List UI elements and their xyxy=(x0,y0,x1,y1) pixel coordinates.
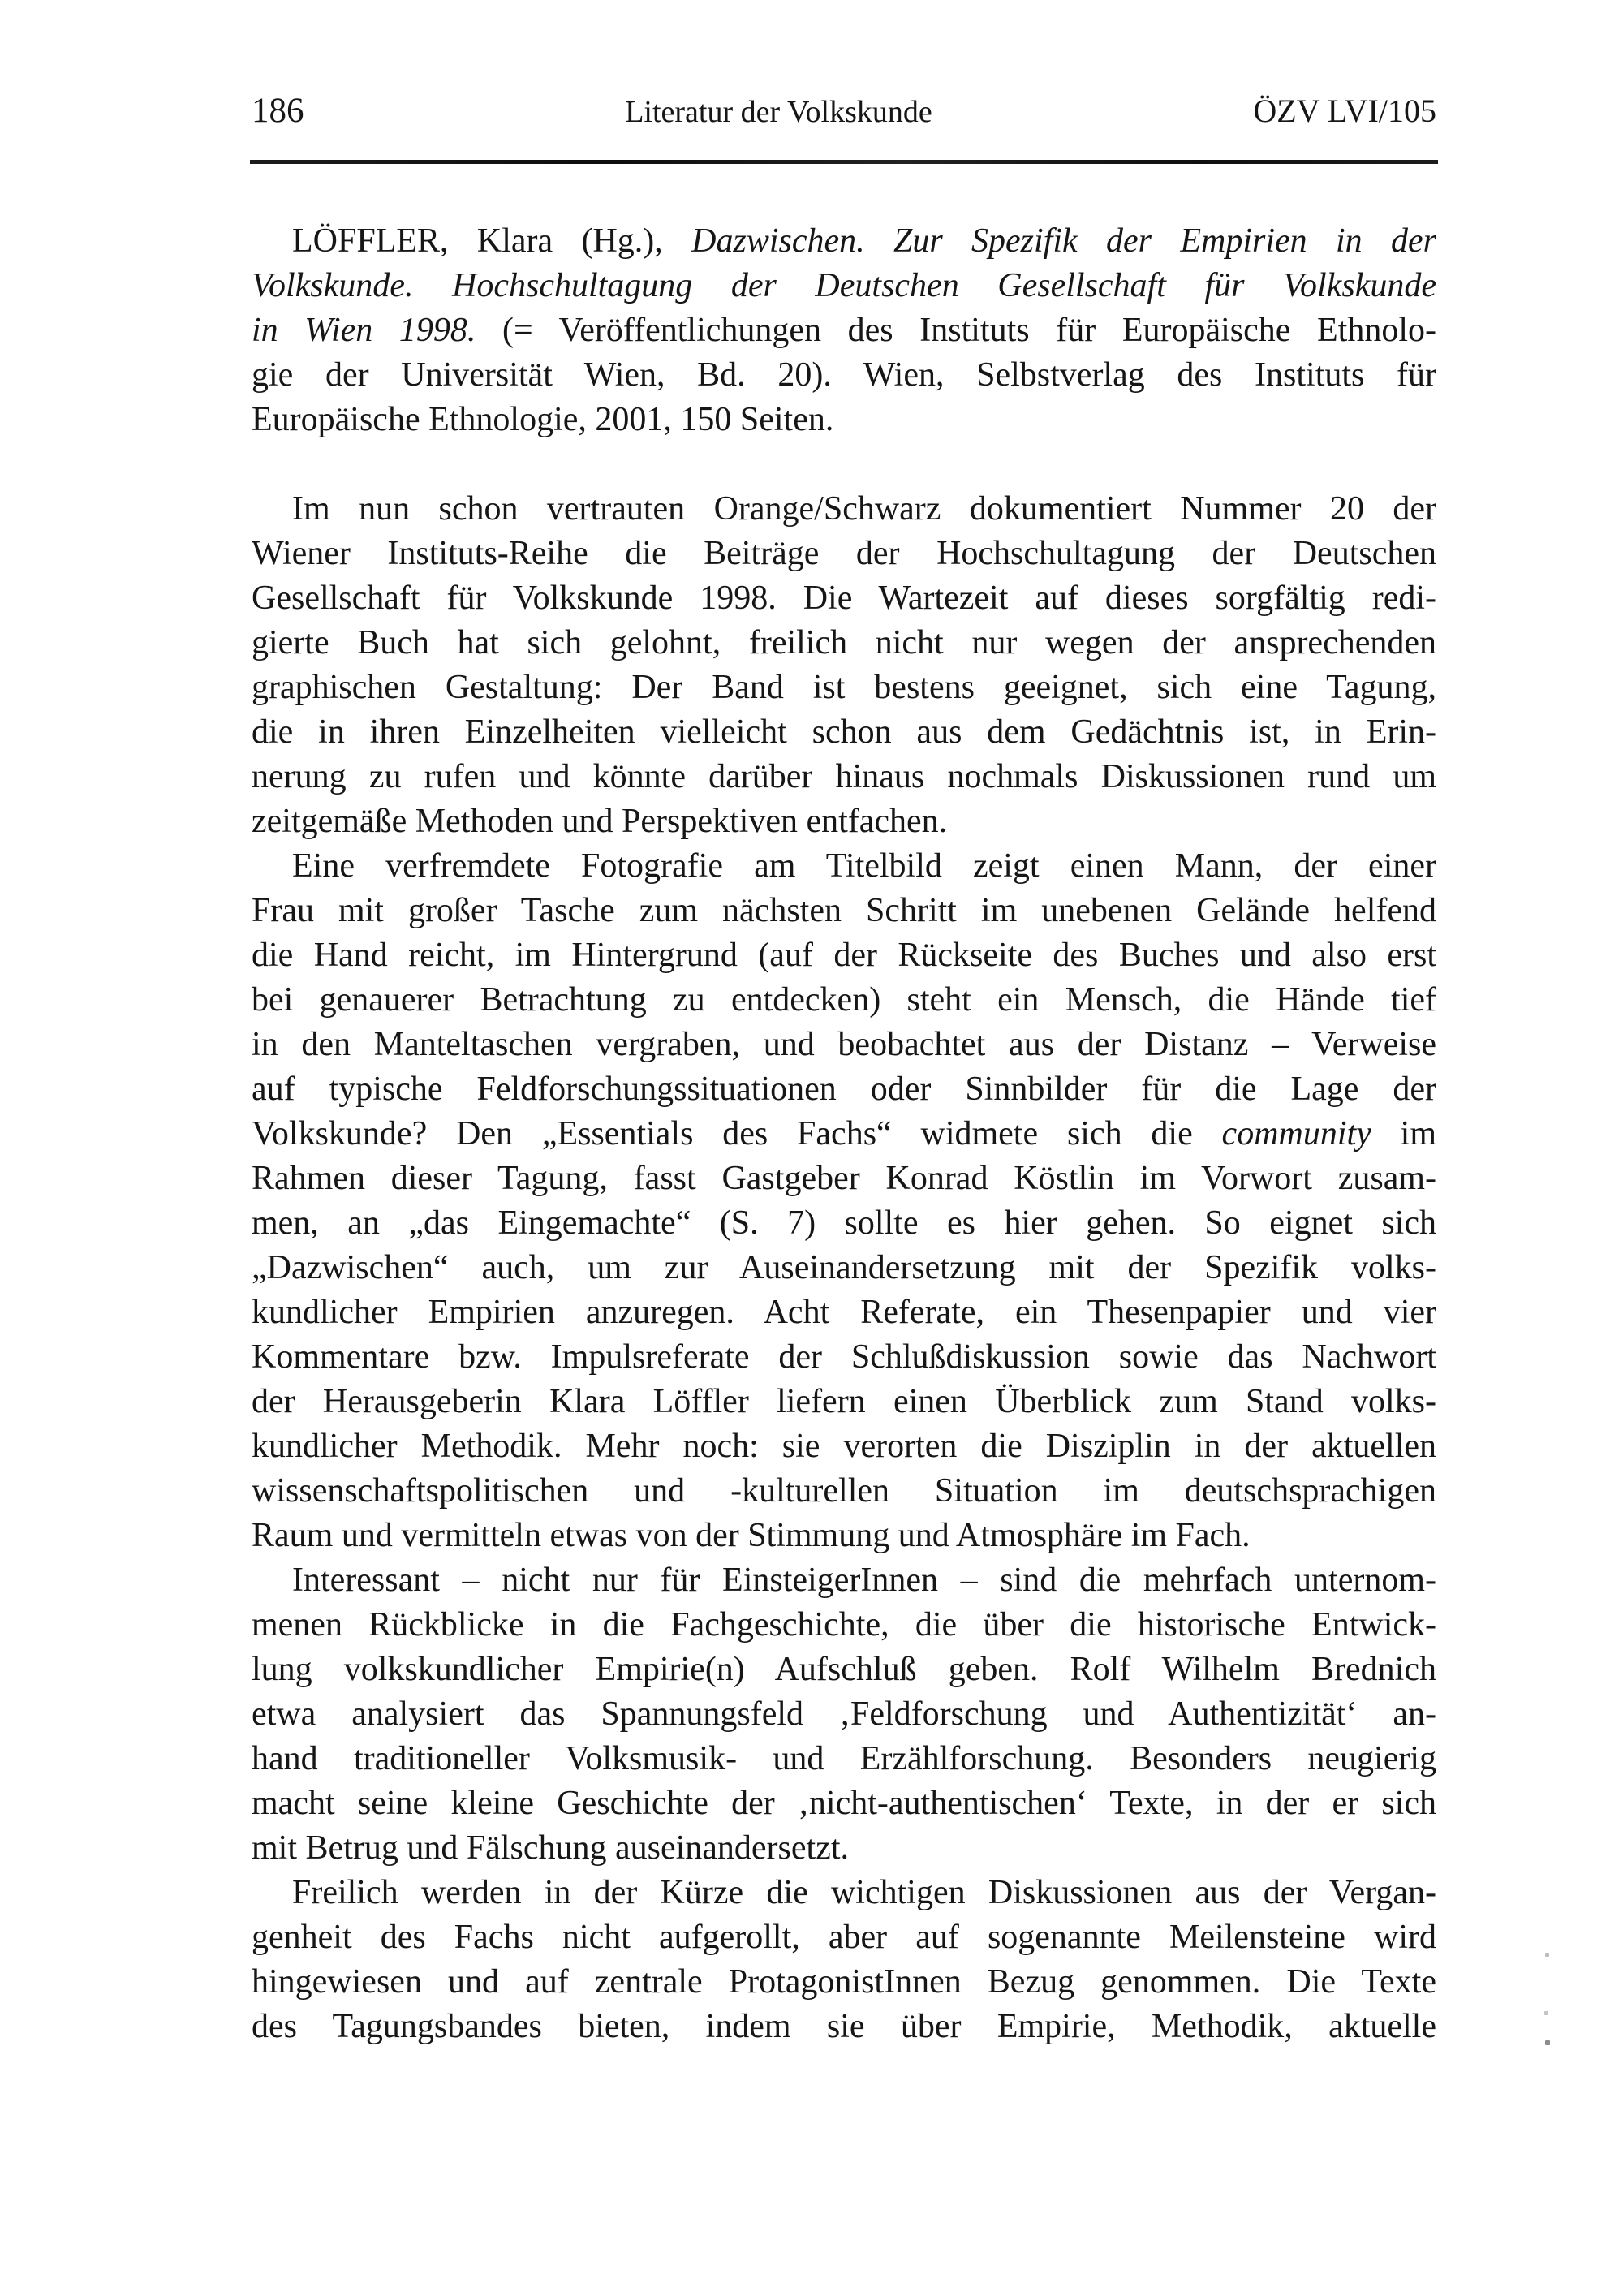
roman-text: in den Manteltaschen vergraben, und beobachtet aus der Distanz – Verweise xyxy=(252,1026,1436,1063)
roman-text: auf typische Feldforschungssituationen oder Sinnbilder für die Lage der xyxy=(252,1070,1436,1108)
text-line xyxy=(252,308,1436,353)
roman-text: Freilich werden in der Kürze die wichtigen Diskussionen aus der Vergan- xyxy=(292,1874,1436,1911)
text-line xyxy=(252,1380,1436,1424)
roman-text: die Hand reicht, im Hintergrund (auf der Rückseite des Buches und also erst xyxy=(252,937,1436,974)
roman-text: der Herausgeberin Klara Löffler liefern einen Überblick zum Stand volks- xyxy=(252,1383,1436,1420)
text-line xyxy=(252,1603,1436,1648)
paragraph xyxy=(252,219,1436,442)
text-line xyxy=(252,799,1436,844)
roman-text: kundlicher Empirien anzuregen. Acht Referate, ein Thesenpapier und vier xyxy=(252,1294,1436,1331)
roman-text: hand traditioneller Volksmusik- und Erzählforschung. Besonders neugierig xyxy=(252,1740,1436,1777)
roman-text: Wiener Instituts-Reihe die Beiträge der Hochschultagung der Deutschen xyxy=(252,535,1436,572)
text-line xyxy=(252,1915,1436,1960)
page-body xyxy=(252,219,1436,2049)
italic-text: community xyxy=(1221,1115,1371,1152)
text-line xyxy=(252,487,1436,532)
paragraph xyxy=(252,1558,1436,1871)
text-line xyxy=(252,1157,1436,1201)
roman-text: etwa analysiert das Spannungsfeld ‚Feldforschung und Authentizität‘ an- xyxy=(252,1695,1436,1733)
text-line xyxy=(252,1469,1436,1514)
scan-artifact-speck xyxy=(1544,2011,1548,2015)
roman-text: LÖFFLER, Klara (Hg.), xyxy=(292,222,692,260)
text-line xyxy=(252,1514,1436,1558)
roman-text: men, an „das Eingemachte“ (S. 7) sollte es hier gehen. So eignet sich xyxy=(252,1204,1436,1242)
roman-text: im xyxy=(1371,1115,1436,1152)
roman-text: Im nun schon vertrauten Orange/Schwarz dokumentiert Nummer 20 der xyxy=(292,490,1436,528)
roman-text: Gesellschaft für Volkskunde 1998. Die Wartezeit auf dieses sorgfältig redi- xyxy=(252,579,1436,617)
page-number: 186 xyxy=(252,92,304,130)
roman-text: „Dazwischen“ auch, um zur Auseinandersetzung mit der Spezifik volks- xyxy=(252,1249,1436,1286)
text-line xyxy=(252,1112,1436,1157)
roman-text: Kommentare bzw. Impulsreferate der Schlußdiskussion sowie das Nachwort xyxy=(252,1338,1436,1376)
text-line xyxy=(252,933,1436,978)
text-line xyxy=(252,2005,1436,2049)
roman-text: die in ihren Einzelheiten vielleicht schon aus dem Gedächtnis ist, in Erin- xyxy=(252,713,1436,751)
running-title: Literatur der Volkskunde xyxy=(625,95,932,129)
journal-volume-ref: ÖZV LVI/105 xyxy=(1253,93,1436,129)
roman-text: kundlicher Methodik. Mehr noch: sie verorten die Disziplin in der aktuellen xyxy=(252,1428,1436,1465)
header-rule xyxy=(250,160,1438,164)
roman-text: hingewiesen und auf zentrale ProtagonistInnen Bezug genommen. Die Texte xyxy=(252,1963,1436,2001)
text-line xyxy=(252,1737,1436,1781)
text-line xyxy=(252,1648,1436,1692)
paragraph xyxy=(252,844,1436,1558)
roman-text: lung volkskundlicher Empirie(n) Aufschluß geben. Rolf Wilhelm Brednich xyxy=(252,1651,1436,1688)
text-line xyxy=(252,844,1436,889)
text-line xyxy=(252,1692,1436,1737)
roman-text: Rahmen dieser Tagung, fasst Gastgeber Konrad Köstlin im Vorwort zusam- xyxy=(252,1160,1436,1197)
roman-text: gierte Buch hat sich gelohnt, freilich nicht nur wegen der ansprechenden xyxy=(252,624,1436,661)
text-line xyxy=(252,1335,1436,1380)
roman-text: des Tagungsbandes bieten, indem sie über Empirie, Methodik, aktuelle xyxy=(252,2008,1436,2045)
roman-text: mit Betrug und Fälschung auseinandersetzt. xyxy=(252,1829,850,1867)
roman-text: bei genauerer Betrachtung zu entdecken) steht ein Mensch, die Hände tief xyxy=(252,981,1436,1019)
text-line xyxy=(252,576,1436,621)
roman-text: (= Veröffentlichungen des Instituts für Europäische Ethnolo- xyxy=(476,312,1436,349)
roman-text: graphischen Gestaltung: Der Band ist bestens geeignet, sich eine Tagung, xyxy=(252,669,1436,706)
roman-text: Europäische Ethnologie, 2001, 150 Seiten. xyxy=(252,401,834,438)
text-line xyxy=(252,1558,1436,1603)
text-line xyxy=(252,532,1436,576)
text-line xyxy=(252,889,1436,933)
roman-text: Frau mit großer Tasche zum nächsten Schritt im unebenen Gelände helfend xyxy=(252,892,1436,929)
text-line xyxy=(252,1960,1436,2005)
text-line xyxy=(252,353,1436,398)
text-line xyxy=(252,1826,1436,1871)
roman-text: macht seine kleine Geschichte der ‚nicht-authentischen‘ Texte, in der er sich xyxy=(252,1785,1436,1822)
italic-text: in Wien 1998. xyxy=(252,312,476,349)
roman-text: wissenschaftspolitischen und -kulturellen Situation im deutschsprachigen xyxy=(252,1472,1436,1510)
text-line xyxy=(252,264,1436,308)
text-line xyxy=(252,1781,1436,1826)
text-line xyxy=(252,978,1436,1023)
text-line xyxy=(252,710,1436,755)
italic-text: Volkskunde. Hochschultagung der Deutschen Gesellschaft für Volkskunde xyxy=(252,267,1436,304)
roman-text: menen Rückblicke in die Fachgeschichte, die über die historische Entwick- xyxy=(252,1606,1436,1643)
roman-text: Interessant – nicht nur für EinsteigerInnen – sind die mehrfach unternom- xyxy=(292,1562,1436,1599)
paragraph xyxy=(252,1871,1436,2049)
paragraph xyxy=(252,487,1436,844)
roman-text: Raum und vermitteln etwas von der Stimmung und Atmosphäre im Fach. xyxy=(252,1517,1251,1554)
text-line xyxy=(252,666,1436,710)
scan-artifact-speck xyxy=(1545,1953,1549,1957)
text-line xyxy=(252,1067,1436,1112)
roman-text: zeitgemäße Methoden und Perspektiven entfachen. xyxy=(252,803,948,840)
running-head xyxy=(252,91,1436,131)
text-line xyxy=(252,398,1436,442)
italic-text: Dazwischen. Zur Spezifik der Empirien in der xyxy=(691,222,1436,260)
roman-text: genheit des Fachs nicht aufgerollt, aber auf sogenannte Meilensteine wird xyxy=(252,1919,1436,1956)
text-line xyxy=(252,1023,1436,1067)
text-line xyxy=(252,1246,1436,1290)
text-line xyxy=(252,1290,1436,1335)
roman-text: gie der Universität Wien, Bd. 20). Wien, Selbstverlag des Instituts für xyxy=(252,356,1436,394)
text-line xyxy=(252,219,1436,264)
text-line xyxy=(252,621,1436,666)
roman-text: Volkskunde? Den „Essentials des Fachs“ widmete sich die xyxy=(252,1115,1222,1152)
text-line xyxy=(252,1424,1436,1469)
roman-text: Eine verfremdete Fotografie am Titelbild zeigt einen Mann, der einer xyxy=(292,847,1436,885)
text-line xyxy=(252,1871,1436,1915)
text-line xyxy=(252,755,1436,799)
text-line xyxy=(252,1201,1436,1246)
roman-text: nerung zu rufen und könnte darüber hinaus nochmals Diskussionen rund um xyxy=(252,758,1436,795)
scan-artifact-speck xyxy=(1545,2040,1550,2045)
